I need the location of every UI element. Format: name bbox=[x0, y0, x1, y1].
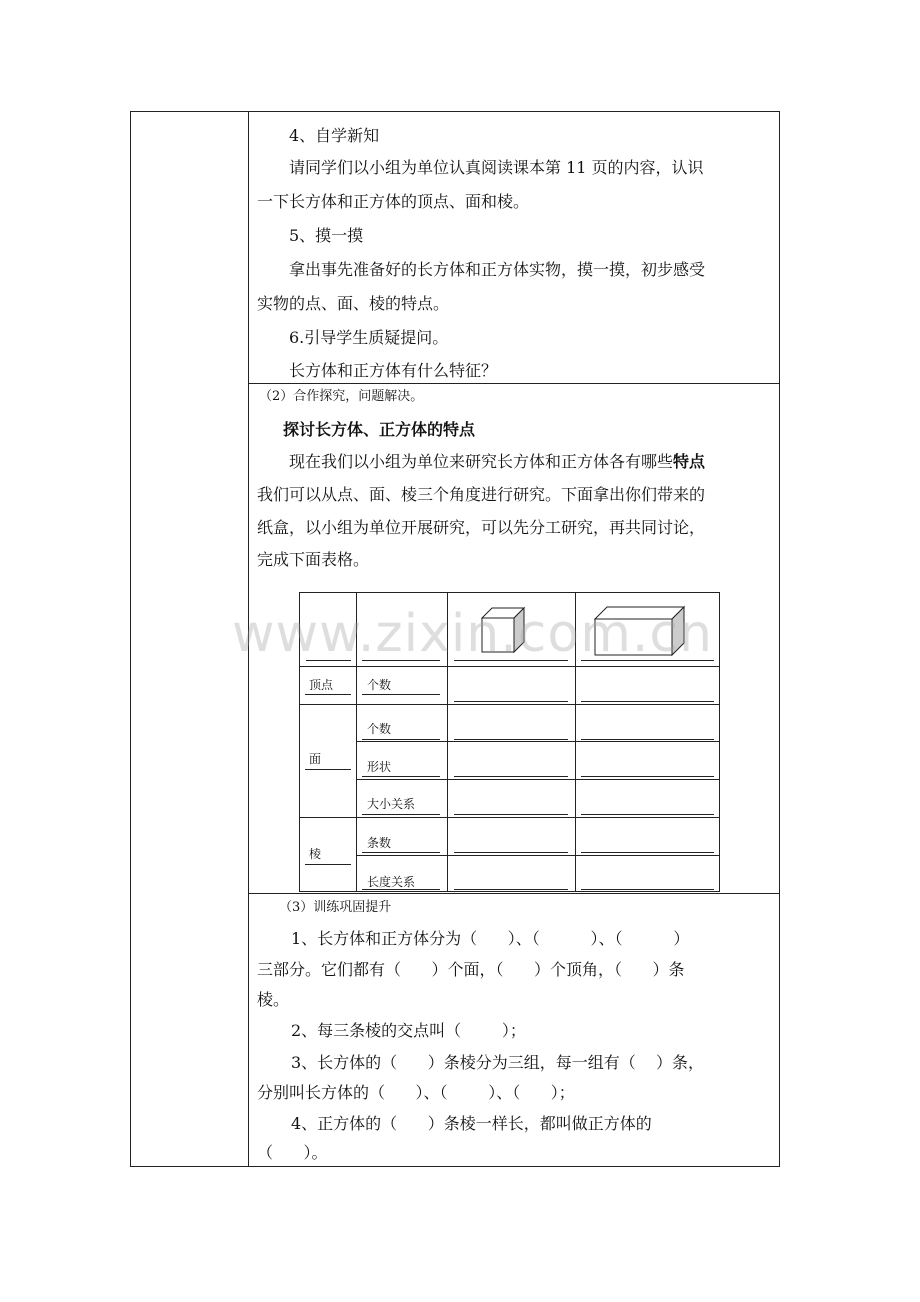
section2-heading: （2）合作探究，问题解决。 bbox=[259, 389, 424, 404]
answer-blank bbox=[581, 776, 714, 777]
row-label-vertex: 顶点 bbox=[309, 678, 334, 692]
sub-label-vertex-count: 个数 bbox=[367, 678, 392, 692]
table-row-line-5 bbox=[299, 817, 720, 818]
question2-line1: 2、每三条棱的交点叫（ ）； bbox=[291, 1021, 526, 1040]
row-label-underline bbox=[305, 864, 351, 865]
question4-line2: （ ）。 bbox=[257, 1143, 328, 1162]
answer-blank bbox=[581, 814, 714, 815]
sub-label-face-size: 大小关系 bbox=[367, 797, 416, 811]
answer-blank bbox=[581, 701, 714, 702]
table-row-line-3 bbox=[356, 741, 720, 742]
row-label-edge: 棱 bbox=[309, 847, 322, 861]
table-row-line-1 bbox=[299, 666, 720, 667]
sub-label-edge-length: 长度关系 bbox=[367, 875, 416, 889]
para-line1-bold: 特点 bbox=[673, 452, 706, 471]
para-line1-text: 现在我们以小组为单位来研究长方体和正方体各有哪些 bbox=[289, 452, 674, 471]
item5-line1: 拿出事先准备好的长方体和正方体实物，摸一摸，初步感受 bbox=[289, 260, 706, 279]
row-divider-2 bbox=[248, 893, 780, 894]
answer-blank bbox=[454, 889, 568, 890]
question4-line1: 4、正方体的（ ）条棱一样长，都叫做正方体的 bbox=[291, 1114, 652, 1133]
table-row-line-4 bbox=[356, 779, 720, 780]
answer-blank bbox=[454, 739, 568, 740]
sub-label-underline bbox=[362, 776, 440, 777]
item5-line2: 实物的点、面、棱的特点。 bbox=[257, 294, 450, 313]
section2-para-line1 bbox=[289, 452, 705, 472]
sub-label-edge-count: 条数 bbox=[367, 836, 392, 850]
section2-subheading: 探讨长方体、正方体的特点 bbox=[283, 420, 476, 439]
section2-para-line3: 纸盒，以小组为单位开展研究，可以先分工研究，再共同讨论， bbox=[257, 518, 706, 537]
section2-para-line2: 我们可以从点、面、棱三个角度进行研究。下面拿出你们带来的 bbox=[257, 485, 706, 504]
answer-blank bbox=[581, 889, 714, 890]
section3-heading: （3）训练巩固提升 bbox=[279, 900, 392, 915]
item6-line1: 长方体和正方体有什么特征？ bbox=[289, 361, 498, 380]
sub-label-face-shape: 形状 bbox=[367, 760, 392, 774]
row-label-underline bbox=[305, 694, 351, 695]
item4-line2: 一下长方体和正方体的顶点、面和棱。 bbox=[257, 192, 530, 211]
item6-title: 6.引导学生质疑提问。 bbox=[289, 328, 449, 347]
item4-line1: 请同学们以小组为单位认真阅读课本第 11 页的内容，认识 bbox=[289, 158, 704, 177]
table-row-line-2 bbox=[299, 704, 720, 705]
question3-line1: 3、长方体的（ ）条棱分为三组，每一组有（ ）条， bbox=[291, 1053, 705, 1072]
table-row-line-6 bbox=[356, 855, 720, 856]
answer-blank bbox=[454, 701, 568, 702]
answer-blank bbox=[454, 814, 568, 815]
sub-label-underline bbox=[362, 739, 440, 740]
row-label-underline bbox=[305, 769, 351, 770]
sub-label-face-count: 个数 bbox=[367, 722, 392, 736]
answer-blank bbox=[581, 852, 714, 853]
sub-label-underline bbox=[362, 852, 440, 853]
item4-title: 4、自学新知 bbox=[289, 126, 380, 145]
answer-blank bbox=[454, 852, 568, 853]
answer-blank bbox=[454, 776, 568, 777]
question1-line1: 1、长方体和正方体分为（ ）、（ ）、（ ） bbox=[291, 929, 690, 948]
answer-blank bbox=[581, 739, 714, 740]
section2-para-line4: 完成下面表格。 bbox=[257, 550, 370, 569]
watermark: www.zixin.com.cn bbox=[232, 604, 713, 664]
sub-label-underline bbox=[362, 889, 440, 890]
sub-label-underline bbox=[362, 814, 440, 815]
row-divider-1 bbox=[248, 383, 780, 384]
row-label-face: 面 bbox=[309, 752, 322, 766]
question3-line2: 分别叫长方体的（ ）、（ ）、（ ）； bbox=[257, 1083, 575, 1102]
question1-line2: 三部分。它们都有（ ）个面，（ ）个顶角，（ ）条 bbox=[257, 960, 685, 979]
item5-title: 5、摸一摸 bbox=[289, 226, 364, 245]
sub-label-underline bbox=[362, 694, 440, 695]
question1-line3: 棱。 bbox=[257, 990, 290, 1009]
